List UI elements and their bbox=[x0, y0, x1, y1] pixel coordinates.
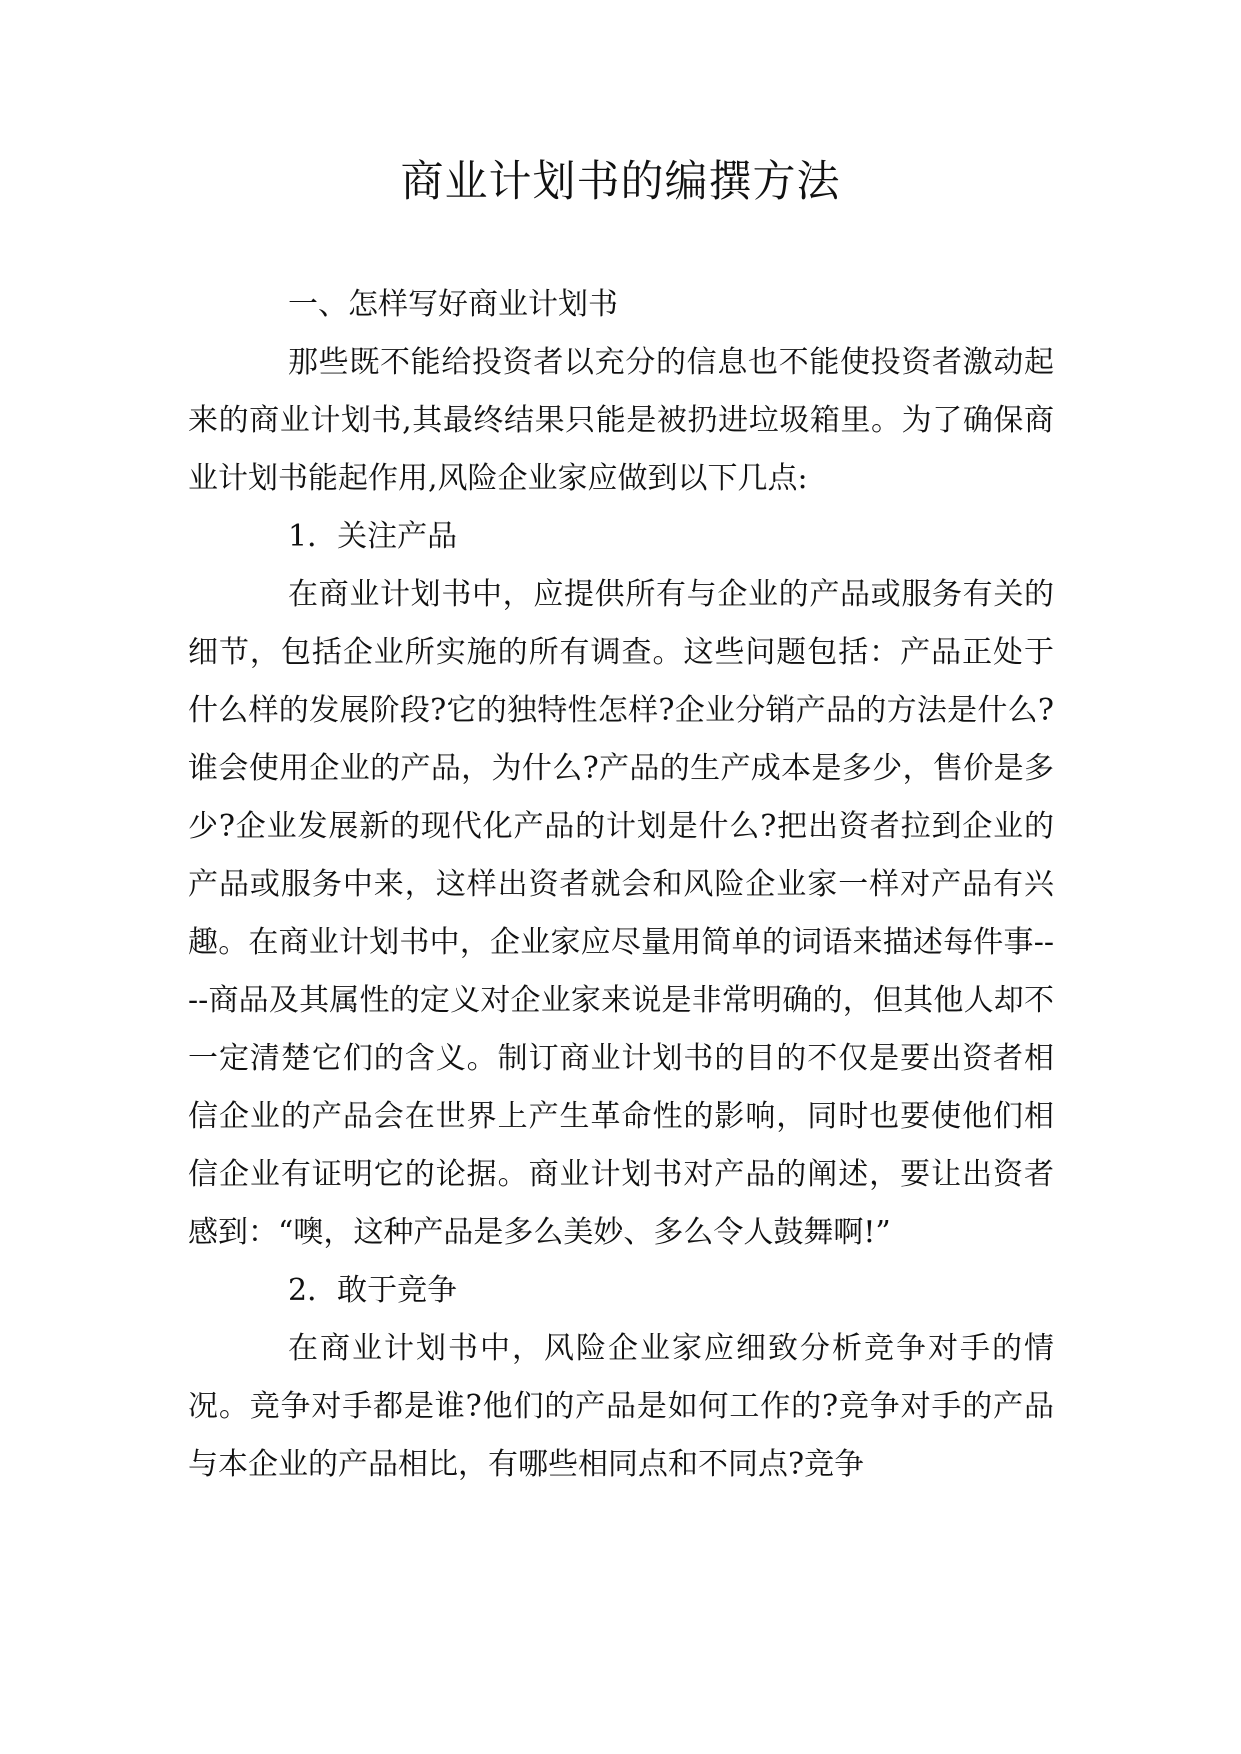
product-paragraph: 在商业计划书中，应提供所有与企业的产品或服务有关的细节，包括企业所实施的所有调查。这些问题包括：产品正处于什么样的发展阶段?它的独特性怎样?企业分销产品的方法是什么?谁会使用企业的产品，为什么?产品的生产成本是多少，售价是多少?企业发展新的现代化产品的计划是什么?把出资者拉到企业的产品或服务中来，这样出资者就会和风险企业家一样对产品有兴趣。在商业计划书中，企业家应尽量用简单的词语来描述每件事----商品及其属性的定义对企业家来说是非常明确的，但其他人却不一定清楚它们的含义。制订商业计划书的目的不仅是要出资者相信企业的产品会在世界上产生革命性的影响，同时也要使他们相信企业有证明它的论据。商业计划书对产品的阐述，要让出资者感到：“噢，这种产品是多么美妙、多么令人鼓舞啊!” bbox=[188, 577, 1054, 1250]
intro-paragraph: 那些既不能给投资者以充分的信息也不能使投资者激动起来的商业计划书,其最终结果只能是被扔进垃圾箱里。为了确保商业计划书能起作用,风险企业家应做到以下几点: bbox=[188, 345, 1054, 496]
subsection-heading-competition: 2．敢于竞争 bbox=[288, 1273, 458, 1308]
document-body bbox=[188, 276, 1054, 1494]
subsection-heading-product: 1．关注产品 bbox=[288, 519, 458, 554]
competition-paragraph: 在商业计划书中，风险企业家应细致分析竞争对手的情况。竞争对手都是谁?他们的产品是如何工作的?竞争对手的产品与本企业的产品相比，有哪些相同点和不同点?竞争 bbox=[188, 1331, 1054, 1482]
section-heading: 一、怎样写好商业计划书 bbox=[288, 287, 618, 322]
document-title: 商业计划书的编撰方法 bbox=[400, 157, 841, 207]
